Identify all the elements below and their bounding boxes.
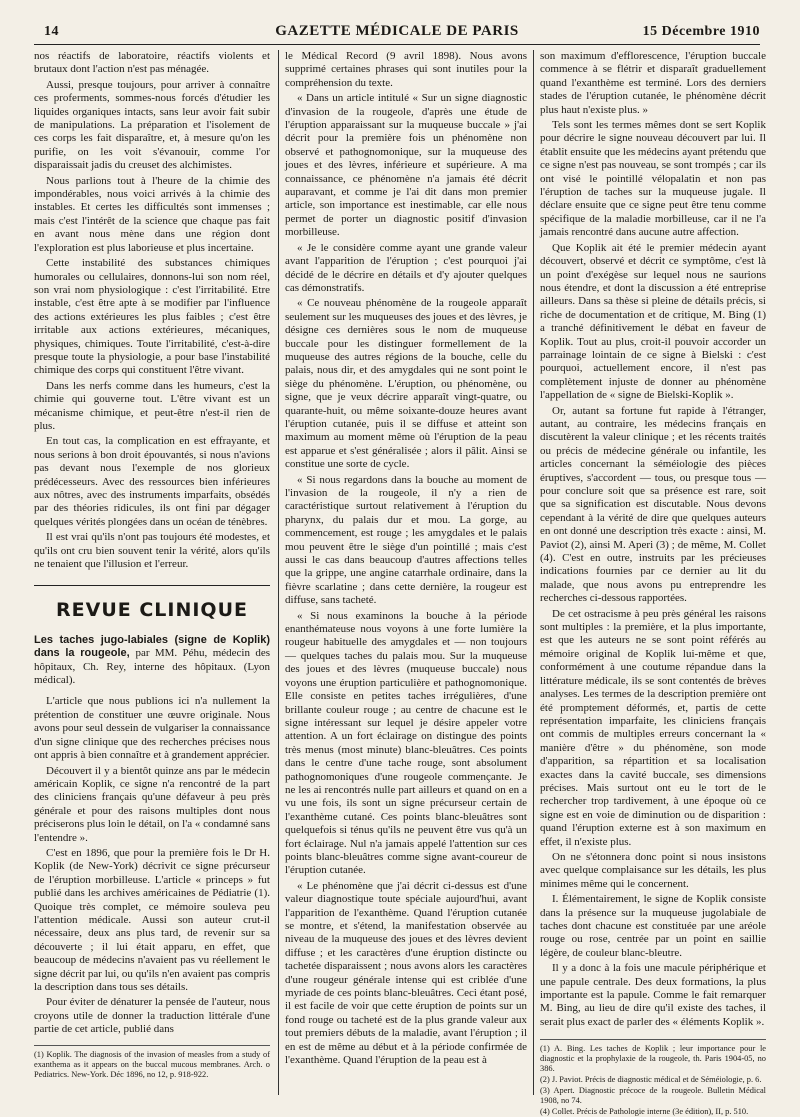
paragraph: Aussi, presque toujours, pour arriver à connaître ces proferments, sommes-nous forcés d'étudier les liquides organiques intacts, sans leur avoir fait subir de manipulations. La préparation et l'isolement de ces corps les fait disparaître, et, à mesure qu'on les purifie, on les voit s'évanouir, comme l'or disparaissait jadis du creuset des alchimistes. bbox=[34, 78, 270, 172]
paragraph: « Ce nouveau phénomène de la rougeole apparaît seulement sur les muqueuses des joues et des lèvres, je désigne ces dernières sous le nom de muqueuse buccale pour les distinguer formellement de la muqueuse des autres régions de la bouche, celle du palais, nous dir, et des amygdales qui ne sont point le siège du phénomène. L'éruption, ou phénomène, ou signe, que je veux décrire apparaît vingt-quatre, ou quarante-huit, ou même soixante-douze heures avant l'éruption cutanée, puis il se diffuse et atteint son maximum au moment même où l'éruption de la peau est apparue et s'est généralisée ; alors il pâlit. Ainsi se constitue une sorte de cycle. bbox=[285, 297, 527, 471]
paragraph: Dans les nerfs comme dans les humeurs, c'est la chimie qui gouverne tout. L'être vivant est un mécanisme chimique, et peut-être n'est-il rien de plus. bbox=[34, 379, 270, 432]
paragraph: I. Élémentairement, le signe de Koplik consiste dans la présence sur la muqueuse jugolabiale de taches dont chacune est constituée par une aréole rouge ou rose, centrée par un point en saillie légère, de couleur blanc-bleutre. bbox=[540, 893, 766, 959]
paragraph: C'est en 1896, que pour la première fois le Dr H. Koplik (de New-York) décrivit ce signe précurseur de l'éruption morbilleuse. L'article « princeps » fut publié dans les archives américaines de Pédiatrie (1). Quoique très complet, ce mémoire souleva peu l'attention médicale. Aussi son auteur crut-il nécessaire, deux ans plus tard, de revenir sur sa découverte ; il lui était apparu, en effet, que beaucoup de médecins n'avaient pas vu réellement le signe décrit par lui, ou qu'ils n'en avaient pas compris la description dans tous ses détails. bbox=[34, 846, 270, 993]
paragraph: Cette instabilité des substances chimiques humorales ou cellulaires, donnons-lui son nom réel, son vrai nom physiologique : c'est l'irritabilité. Etre instable, c'est être apte à se modifier par l'influence des actions extérieures les plus faibles ; c'est être irritable aux actions extérieures, mécaniques, physiques, chimiques. Toute l'irritabilité, c'est-à-dire presque toute la physiologie, a pour base l'instabilité chimique des corps qui constituent l'être vivant. bbox=[34, 257, 270, 377]
paragraph: nos réactifs de laboratoire, réactifs violents et brutaux dont l'action n'est pas ménagée. bbox=[34, 50, 270, 76]
footnote: (1) Koplik. The diagnosis of the invasion of measles from a study of exanthema as it appears on the buccal mucous membranes. Arch. o Pediatrics. New-York. Déc 1896, no 12, p. 918-922. bbox=[34, 1049, 270, 1079]
footnote: (3) Apert. Diagnostic précoce de la rougeole. Bulletin Médical 1908, no 74. bbox=[540, 1086, 766, 1106]
issue-date: 15 Décembre 1910 bbox=[642, 24, 760, 39]
column-divider bbox=[533, 50, 534, 1095]
paragraph: Or, autant sa fortune fut rapide à l'étranger, autant, au contraire, les médecins français en discutèrent la valeur clinique ; et les récents traités ou précis de médecine générale ou infantile, les articles concernant la séméiologie des pièces éruptives, s'accordent — tous, ou presque tous — pour conclure soit que sa présence est rare, soit que sa signification est discutable. Nous devons cependant à la vérité de dire que quelques auteurs en ont donné une description très exacte : ainsi, M. Paviot (2), ainsi M. Aperi (3) ; de même, M. Collet (4). C'est en outre, instruits par les précieuses indications fournies par ce dernier au lit du malade, que nous avons pu entreprendre les recherches ci-dessous rapportées. bbox=[540, 404, 766, 605]
paragraph: son maximum d'efflorescence, l'éruption buccale commence à se flétrir et disparaît graduellement quand l'exanthème est terminé. Lors des derniers stades de l'éruption cutanée, le phénomène décrit plus haut n'existe plus. » bbox=[540, 50, 766, 116]
paragraph: Pour éviter de dénaturer la pensée de l'auteur, nous croyons utile de donner la traduction littérale d'une partie de cet article, publié dans bbox=[34, 996, 270, 1036]
paragraph: Il y a donc à la fois une macule périphérique et une papule centrale. Des deux formations, la plus importante est la papule. Comme le fait remarquer M. Bing, au lieu de dire qu'il existe des taches, il serait plus exact de parler des « éléments Koplik ». bbox=[540, 962, 766, 1028]
column-1 bbox=[34, 50, 270, 1095]
footnotes bbox=[540, 1039, 766, 1117]
column-divider bbox=[278, 50, 279, 1095]
paragraph: On ne s'étonnera donc point si nous insistons avec quelque complaisance sur les détails, les plus minimes même qui le concernent. bbox=[540, 850, 766, 890]
footnotes bbox=[34, 1045, 270, 1080]
paragraph: L'article que nous publions ici n'a nullement la prétention de constituer une œuvre originale. Nous avons pour seul dessein de vulgariser la connaissance d'un signe clinique que des recherches précises nous ont appris à bien connaître et à grandement apprécier. bbox=[34, 695, 270, 762]
paragraph: le Médical Record (9 avril 1898). Nous avons supprimé certaines phrases qui sont inutiles pour la compréhension du texte. bbox=[285, 50, 527, 89]
paragraph: « Si nous examinons la bouche à la période enanthémateuse nous voyons à une forte lumière la rougeur habituelle des amygdales et — non toujours — quelques taches du palais mou. Sur la muqueuse des joues et des lèvres (muqueuse buccale) nous voyons une éruption particulière et pathognomonique. Elle consiste en petites taches irrégulières, d'une brillante couleur rouge ; au centre de chacune est le signe intéressant sur lequel je désire appeler votre attention. A un fort éclairage on distingue des points très menus (most minute) blanc-bleuâtres. Ces points dans le centre d'une tache rouge, sont absolument pathognomoniques d'une rougeole commençante. Je ne les ai rencontrés nulle part ailleurs et quand on en a vu une fois, ils sont un signe précurseur certain de l'exanthème cutané. Ces points blanc-bleuâtres sont quelquefois si ténus qu'ils ne peuvent être vus qu'à un fort éclairage. Nul n'a jamais appelé l'attention sur ces points blanc-bleuâtres comme signe avant-coureur de l'éruption cutanée. bbox=[285, 609, 527, 877]
paragraph: De cet ostracisme à peu près général les raisons sont multiples : la première, et la plus importante, est que les auteurs ne se sont point référés au mémoire original de Koplik lui-même et que, conformément à une coutume répandue dans la littérature médicale, ils se sont contentés de brèves analyses. Les termes de la description première ont été promptement déformés, et, partis de cette représentation imparfaite, les cliniciens français ont commis de multiples erreurs concernant la « manière d'être » du phénomène, son mode d'apparition, sa répartition et sa localisation exactes dans la cavité buccale, ses dimensions précises. Mais surtout ont eu le tort de le rechercher trop tardivement, à une époque où ce signe est en voie de diminution ou de disparition : quand l'éruption externe est à son maximum en effet, il n'existe plus. bbox=[540, 607, 766, 848]
paragraph: Nous parlions tout à l'heure de la chimie des impondérables, nous voici arrivés à la chimie des instables. Et certes les difficultés sont immenses ; mais c'est l'intérêt de la science que chaque pas fait en avant nous mène dans une région dont l'exploration est plus laborieuse et plus incertaine. bbox=[34, 174, 270, 254]
paragraph: Il est vrai qu'ils n'ont pas toujours été modestes, et qu'ils ont cru bien souvent tenir la vérité, alors qu'ils ne tenaient que l'illusion et l'erreur. bbox=[34, 531, 270, 571]
page-number: 14 bbox=[44, 24, 59, 39]
paragraph: « Si nous regardons dans la bouche au moment de l'invasion de la rougeole, il n'y a rien de caractéristique surtout relativement à l'éruption du pharynx, du palais dur et mou. La gorge, au commencement, est rouge ; les amygdales et le palais mou peuvent être le siège d'un pointillé ; mais c'est aussi le cas dans beaucoup d'autres affections telles que la grippe, une angine catarrhale ordinaire, dans la fièvre scarlatine ; dans cette dernière, la rougeur est diffuse, sans tacheté. bbox=[285, 473, 527, 607]
journal-title: GAZETTE MÉDICALE DE PARIS bbox=[275, 23, 519, 39]
paragraph: En tout cas, la complication en est effrayante, et nous serions à bon droit épouvantés, si nous n'avions pas devant nous l'exemple de nos glorieux prédécesseurs. Avec des ressources bien inférieures aux nôtres, avec des instruments imparfaits, obsédés par des théories ridicules, ils ont fini par dégager quelques vérités plongées dans un océan de ténèbres. bbox=[34, 435, 270, 528]
article-authors: par MM. Péhu, médecin des hôpitaux, Ch. Rey, interne des hôpitaux. (Lyon médical). bbox=[34, 647, 271, 687]
column-2 bbox=[285, 50, 527, 1095]
section-divider bbox=[34, 585, 270, 586]
column-3 bbox=[540, 50, 766, 1117]
paragraph: Que Koplik ait été le premier médecin ayant découvert, observé et décrit ce symptôme, c'est là un point d'exégèse sur lequel nous ne saurions nous étendre, et dont la discussion a été entreprise ailleurs. Dans sa thèse si pleine de détails précis, si riche de documentation et de critique, M. Bing (1) a tranché définitivement le débat en faveur de Koplik. Tout au plus, croit-il pouvoir accorder un parrainage lointain de ce signe à Bielski : c'est pourquoi, actuellement encore, il n'est pas complètement injuste de donner au phénomène l'appellation de « signe de Bielski-Koplik ». bbox=[540, 241, 766, 402]
paragraph: « Dans un article intitulé « Sur un signe diagnostic d'invasion de la rougeole, d'après une étude de l'éruption apparaissant sur la muqueuse buccale » j'ai décrit pour la première fois un phénomène non observé et pathognomonique, sur la muqueuse des joues et des lèvres, inférieure et supérieure. A ma connaissance, ce phénomène n'a jamais été décrit auparavant, et comme je l'ai dit dans mon premier article, son importance est inestimable, car elle nous permet de porter un diagnostic positif d'invasion morbilleuse. bbox=[285, 92, 527, 239]
article-title-text: Les taches jugo-labiales (signe de Koplik) dans la rougeole, bbox=[34, 633, 270, 660]
footnote: (2) J. Paviot. Précis de diagnostic médical et de Séméiologie, p. 6. bbox=[540, 1075, 762, 1085]
paragraph: « Je le considère comme ayant une grande valeur avant l'apparition de l'éruption ; c'est pourquoi j'ai décidé de le décrire en détails et d'y ajouter quelques cas démonstratifs. bbox=[285, 241, 527, 294]
footnote: (4) Collet. Précis de Pathologie interne (3e édition), II, p. 510. bbox=[540, 1107, 749, 1117]
footnote: (1) A. Bing. Les taches de Koplik ; leur importance pour le diagnostic et la prophylaxie de la rougeole, th. Paris 1904-05, no 386. bbox=[540, 1044, 766, 1074]
section-title: REVUE CLINIQUE bbox=[56, 599, 248, 622]
article-title bbox=[34, 634, 270, 688]
paragraph: « Le phénomène que j'ai décrit ci-dessus est d'une valeur diagnostique toute spéciale aujourd'hui, avant l'apparition de l'exanthème. Quand l'éruption cutanée se montre, et s'étend, la manifestation observée au niveau de la muqueuse des joues et des lèvres devient diffuse ; et les caractères d'une éruption distincte ou tachetée disparaissent ; nous avons alors les caractères d'une rougeur générale intense qui est criblée d'une myriade de ces points blanc-bleuâtres. Ceci étant posé, il est facile de voir que cette éruption de points sur un fond rouge ou tacheté est de la plus grande valeur aux tout premiers débuts de la maladie, avant l'éruption ; il en est de même au début et à la période confirmée de l'exanthème. Quand l'éruption de la peau est à bbox=[285, 879, 527, 1067]
page-header bbox=[34, 20, 760, 45]
paragraph: Découvert il y a bientôt quinze ans par le médecin américain Koplik, ce signe n'a rencontré de la part des cliniciens français qu'une défaveur à peu près générale et pour des raisons multiples dont nous préciserons plus loin le détail, on l'a « condamné sans l'entendre ». bbox=[34, 764, 270, 844]
paragraph: Tels sont les termes mêmes dont se sert Koplik pour décrire le signe nouveau découvert par lui. Il établit ensuite que les médecins ayant prétendu que ce signe n'est pas nouveau, se sont trompés ; car ils ont visé le pointillé vélopalatin et non pas l'éruption de taches sur la muqueuse jugale. Il déclare ensuite que ce signe peut être tenu comme spécifique de la maladie morbilleuse, car il ne l'a jamais rencontré dans aucune autre affection. bbox=[540, 119, 766, 239]
